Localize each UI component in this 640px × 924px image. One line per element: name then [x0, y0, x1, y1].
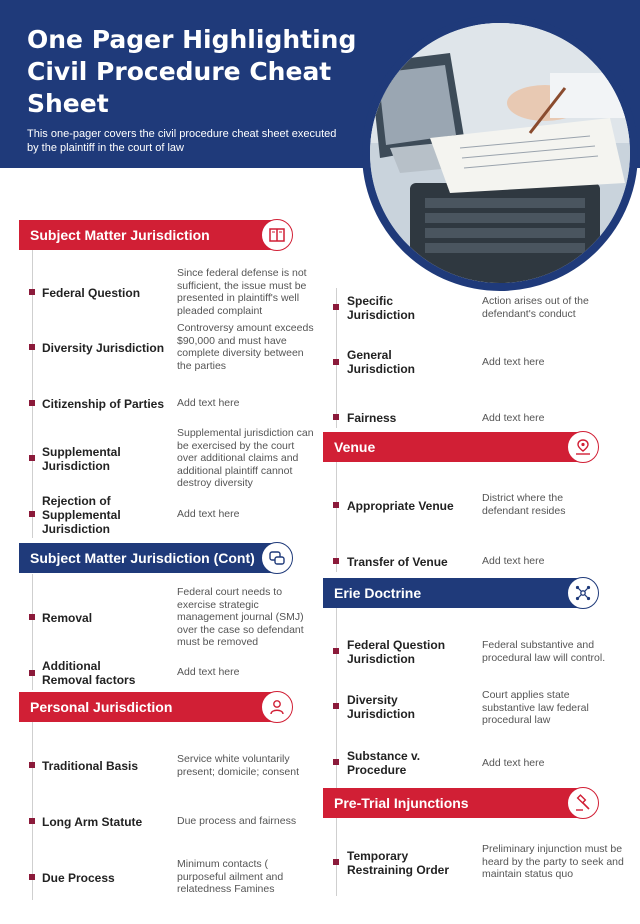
item-description: Due process and fairness [177, 815, 297, 827]
item-label: Appropriate Venue [347, 499, 454, 513]
item-label: Rejection of Supplemental Jurisdiction [42, 494, 121, 536]
item-description: Supplemental jurisdiction can be exercised by the court over additional claims and additional plaintiff cannot destroy diversity [177, 427, 314, 489]
network-icon [567, 577, 599, 609]
item-description: Since federal defense is not sufficient, the issue must be presented in plaintiff's well pleaded complaint [177, 267, 307, 317]
item-description: Federal substantive and procedural law will control. [482, 639, 606, 664]
section-title: Erie Doctrine [334, 585, 422, 601]
section-erie-doctrine [323, 578, 583, 608]
chat-icon [261, 542, 293, 574]
item-description: Add text here [177, 666, 240, 678]
bullet [333, 304, 339, 310]
bullet [333, 502, 339, 508]
bullet [29, 511, 35, 517]
bullet [333, 558, 339, 564]
section-subject-matter-jurisdiction-cont [19, 543, 277, 573]
bullet [29, 762, 35, 768]
item-label: Long Arm Statute [42, 815, 143, 829]
item-label: Diversity Jurisdiction [347, 693, 416, 721]
item-label: Due Process [42, 871, 115, 885]
bullet [333, 648, 339, 654]
bullet [333, 703, 339, 709]
item-description: District where the defendant resides [482, 492, 566, 517]
gavel-icon [567, 787, 599, 819]
bullet [29, 400, 35, 406]
timeline-line [336, 818, 337, 896]
location-map-icon [567, 431, 599, 463]
book-icon [261, 219, 293, 251]
bullet [333, 414, 339, 420]
item-label: Citizenship of Parties [42, 397, 165, 411]
item-label: Diversity Jurisdiction [42, 341, 165, 355]
item-label: Transfer of Venue [347, 555, 448, 569]
item-label: Federal Question [42, 286, 141, 300]
item-label: Removal [42, 611, 93, 625]
timeline-line [336, 462, 337, 572]
item-description: Court applies state substantive law federal procedural law [482, 689, 589, 726]
section-title: Subject Matter Jurisdiction [30, 227, 210, 243]
item-label: Supplemental Jurisdiction [42, 445, 121, 473]
item-label: Traditional Basis [42, 759, 139, 773]
bullet [29, 455, 35, 461]
page-subtitle: This one-pager covers the civil procedure cheat sheet executed by the plaintiff in the court of law [27, 128, 337, 154]
bullet [333, 859, 339, 865]
section-subject-matter-jurisdiction [19, 220, 277, 250]
item-description: Controversy amount exceeds $90,000 and must have complete diversity between the parties [177, 322, 314, 372]
item-label: Federal Question Jurisdiction [347, 638, 446, 666]
item-description: Add text here [177, 508, 240, 520]
item-description: Add text here [482, 412, 545, 424]
item-description: Action arises out of the defendant's conduct [482, 295, 589, 320]
item-label: Specific Jurisdiction [347, 294, 416, 322]
section-title: Personal Jurisdiction [30, 699, 173, 715]
bullet [333, 359, 339, 365]
bullet [333, 759, 339, 765]
item-label: Additional Removal factors [42, 659, 136, 687]
item-label: Substance v. Procedure [347, 749, 421, 777]
section-title: Pre-Trial Injunctions [334, 795, 469, 811]
item-label: General Jurisdiction [347, 348, 416, 376]
section-pre-trial-injunctions [323, 788, 583, 818]
item-description: Preliminary injunction must be heard by the party to seek and maintain status quo [482, 843, 624, 880]
item-description: Minimum contacts ( purposeful ailment and relatedness Famines [177, 858, 284, 895]
item-description: Federal court needs to exercise strategic management journal (SMJ) over the case so defendant must be removed [177, 586, 304, 648]
item-description: Add text here [482, 555, 545, 567]
item-description: Add text here [482, 356, 545, 368]
item-description: Add text here [482, 757, 545, 769]
person-icon [261, 691, 293, 723]
section-venue [323, 432, 583, 462]
page-title: One Pager Highlighting Civil Procedure Cheat Sheet [27, 25, 357, 118]
bullet [29, 874, 35, 880]
item-label: Fairness [347, 411, 397, 425]
bullet [29, 818, 35, 824]
section-title: Venue [334, 439, 376, 455]
header-photo [362, 15, 638, 291]
bullet [29, 289, 35, 295]
section-title: Subject Matter Jurisdiction (Cont) [30, 550, 255, 566]
section-personal-jurisdiction [19, 692, 277, 722]
bullet [29, 344, 35, 350]
item-label: Temporary Restraining Order [347, 849, 450, 877]
bullet [29, 614, 35, 620]
bullet [29, 670, 35, 676]
item-description: Service white voluntarily present; domicile; consent [177, 753, 299, 778]
item-description: Add text here [177, 397, 240, 409]
